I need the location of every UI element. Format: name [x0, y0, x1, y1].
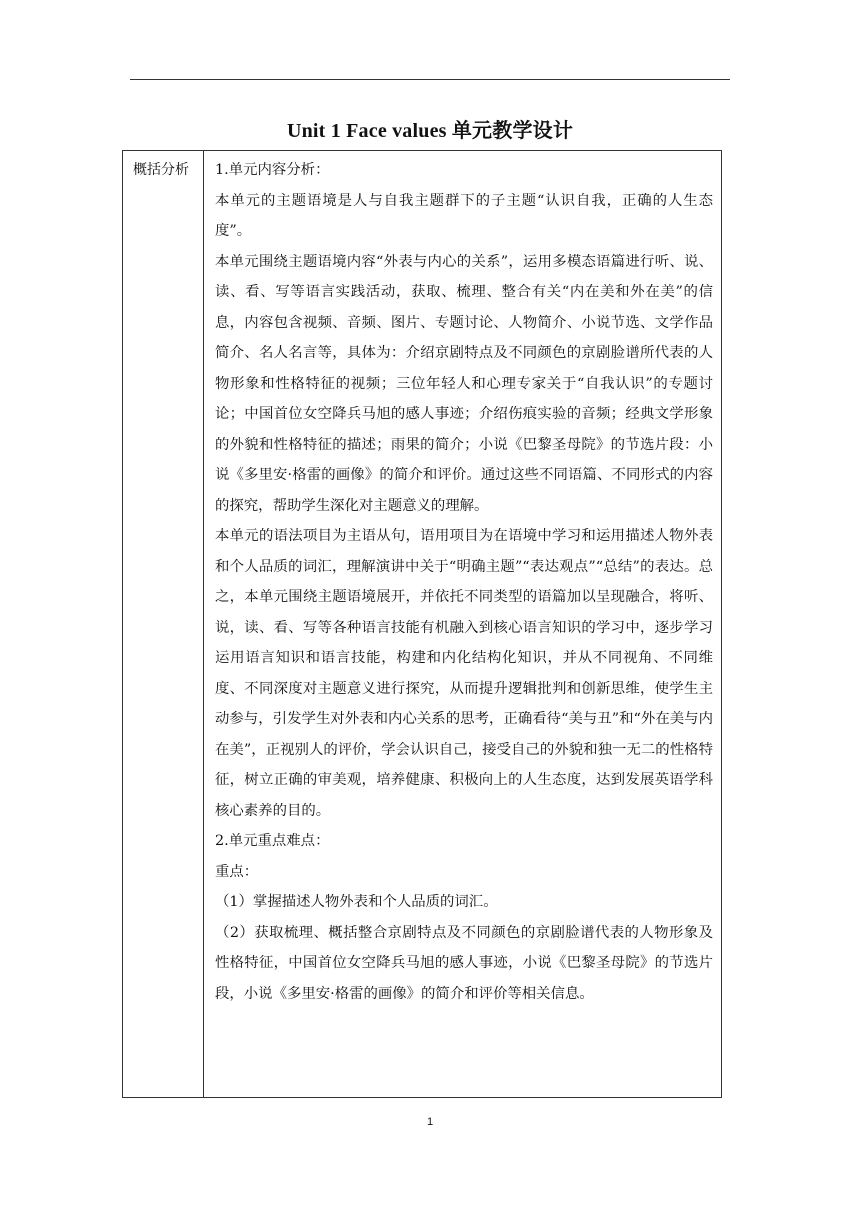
label-column — [123, 151, 204, 1097]
key-point-2: （2）获取梳理、概括整合京剧特点及不同颜色的京剧脸谱代表的人物形象及性格特征，中国首位女空降兵马旭的感人事迹，小说《巴黎圣母院》的节选片段，小说《多里安·格雷的画像》的简介和评价等相关信息。 — [215, 924, 713, 1002]
paragraph-grammar-summary: 本单元的语法项目为主语从句，语用项目为在语境中学习和运用描述人物外表和个人品质的词汇，理解演讲中关于“明确主题”“表达观点”“总结”的表达。总之，本单元围绕主题语境展开，并依托不同类型的语篇加以呈现融合，将听、说，读、看、写等各种语言技能有机融入到核心语言知识的学习中，逐步学习运用语言知识和语言技能，构建和内化结构化知识，并从不同视角、不同维度、不同深度对主题意义进行探究，从而提升逻辑批判和创新思维，使学生主动参与，引发学生对外表和内心关系的思考，正确看待“美与丑”和“外在美与内在美”，正视别人的评价，学会认识自己，接受自己的外貌和独一无二的性格特征，树立正确的审美观，培养健康、积极向上的人生态度，达到发展英语学科核心素养的目的。 — [215, 528, 713, 819]
document-title: Unit 1 Face values 单元教学设计 — [286, 120, 574, 142]
paragraph-unit-content: 本单元围绕主题语境内容“外表与内心的关系”，运用多模态语篇进行听、说、读、看、写等语言实践活动，获取、梳理、整合有关“内在美和外在美”的信息，内容包含视频、音频、图片、专题讨论、人物简介、小说节选、文学作品简介、名人名言等，具体为：介绍京剧特点及不同颜色的京剧脸谱所代表的人物形象和性格特征的视频；三位年轻人和心理专家关于“自我认识”的专题讨论；中国首位女空降兵马旭的感人事迹；介绍伤痕实验的音频；经典文学形象的外貌和性格特征的描述；雨果的简介；小说《巴黎圣母院》的节选片段：小说《多里安·格雷的画像》的简介和评价。通过这些不同语篇、不同形式的内容的探究，帮助学生深化对主题意义的理解。 — [215, 253, 713, 514]
paragraph-theme-context: 本单元的主题语境是人与自我主题群下的子主题“认识自我，正确的人生态度”。 — [215, 192, 713, 239]
page-number: 1 — [426, 1116, 434, 1128]
row-label: 概括分析 — [133, 162, 189, 178]
analysis-table — [122, 150, 722, 1098]
key-points-label: 重点： — [215, 863, 259, 880]
header-rule — [130, 79, 730, 80]
section-heading-key-points: 2.单元重点难点： — [215, 833, 330, 849]
content-cell — [205, 151, 721, 1097]
key-point-1: （1）掌握描述人物外表和个人品质的词汇。 — [215, 894, 498, 910]
section-heading-content-analysis: 1.单元内容分析： — [215, 162, 330, 178]
